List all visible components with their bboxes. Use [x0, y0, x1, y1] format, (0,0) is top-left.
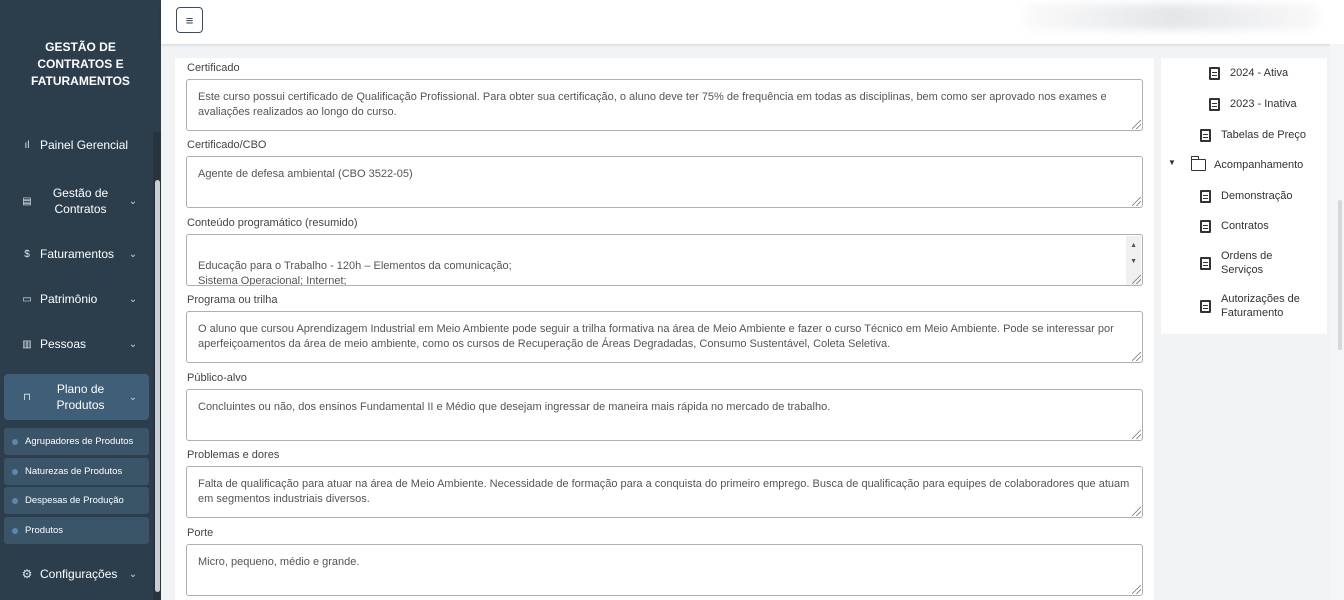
dollar-icon: $ [24, 248, 30, 260]
bullet-icon [12, 469, 18, 475]
scroll-down-icon[interactable]: ▼ [1130, 258, 1137, 265]
field-value: O aluno que cursou Aprendizagem Industrial em Meio Ambiente pode seguir a trilha formativa na área de Meio Ambiente e fazer o curso Técnico em Meio Ambiente. Pode se interessar por aperfeiçoamentos da área de meio ambiente, como os cursos de Recuperação de Áreas Degradadas, Consumo Sustentável, Coleta Seletiva. [198, 323, 1114, 350]
field-label-certificado-cbo: Certificado/CBO [187, 139, 267, 151]
sidebar-subitem-despesas[interactable] [4, 487, 149, 514]
sidebar-item-label: Gestão de Contratos [52, 186, 109, 216]
publico-alvo-textarea[interactable] [186, 389, 1143, 441]
tree-node-acompanhamento[interactable] [1191, 158, 1303, 172]
folder-icon [1191, 159, 1206, 171]
bullet-icon [12, 528, 18, 534]
tree-node-label: Tabelas de Preço [1221, 129, 1306, 141]
sidebar-subitem-label: Agrupadores de Produtos [25, 436, 134, 447]
chevron-down-icon: ⌄ [128, 293, 138, 305]
porte-textarea[interactable] [186, 544, 1143, 596]
conteudo-programatico-textarea[interactable] [186, 234, 1143, 286]
bar-chart-icon: ıl [24, 139, 30, 151]
field-value: Educação para o Trabalho - 120h – Elementos da comunicação; Sistema Operacional; Internet; [198, 260, 512, 286]
field-label-problemas: Problemas e dores [187, 449, 280, 461]
document-icon [1200, 300, 1211, 313]
sidebar-item-configuracoes[interactable] [4, 566, 149, 582]
sidebar-item-label: Painel Gerencial [40, 138, 129, 152]
product-form [175, 58, 1154, 600]
sidebar-item-label: Configurações [40, 567, 118, 581]
field-value: Falta de qualificação para atuar na área de Meio Ambiente. Necessidade de formação para a conquista do primeiro emprego. Busca de qualificação para equipes de colaboradores que atuam em segmentos industriais diversos. [198, 478, 1130, 505]
chevron-down-icon: ⌄ [128, 195, 138, 207]
scroll-up-icon[interactable]: ▲ [1130, 242, 1137, 249]
sidebar-item-painel-gerencial[interactable] [4, 137, 149, 153]
tree-node-autorizacoes-de-faturamento[interactable] [1200, 292, 1320, 320]
resize-handle-icon[interactable] [1132, 430, 1141, 439]
tree-node-label: Demonstração [1221, 190, 1293, 202]
resize-handle-icon[interactable] [1132, 585, 1141, 594]
sidebar-scrollbar-thumb[interactable] [155, 180, 160, 592]
chevron-down-icon: ⌄ [128, 338, 138, 350]
tree-node-contratos[interactable] [1200, 219, 1269, 233]
sidebar-subitem-naturezas[interactable] [4, 458, 149, 485]
document-icon [1209, 98, 1220, 111]
document-icon: ▤ [22, 195, 32, 207]
document-icon [1200, 257, 1211, 270]
tree-node-label: Acompanhamento [1214, 159, 1304, 171]
sidebar-subitem-label: Naturezas de Produtos [25, 466, 123, 477]
bullet-icon [12, 498, 18, 504]
caret-down-icon[interactable]: ▼ [1168, 158, 1176, 167]
tree-node-demonstracao[interactable] [1200, 189, 1293, 203]
sidebar [0, 0, 161, 600]
user-info-redacted [1021, 4, 1321, 30]
field-label-publico: Público-alvo [187, 372, 247, 384]
tree-node-label: Contratos [1221, 220, 1269, 232]
sidebar-item-plano-de-produtos[interactable] [4, 374, 149, 420]
sidebar-subitem-label: Despesas de Produção [25, 495, 124, 506]
sidebar-item-label: Plano de Produtos [56, 382, 105, 412]
page-scrollbar-thumb[interactable] [1338, 200, 1342, 350]
brand-title: GESTÃO DE CONTRATOS E FATURAMENTOS [31, 40, 130, 88]
sidebar-item-label: Faturamentos [40, 247, 115, 261]
gear-icon: ⚙ [21, 567, 33, 581]
sidebar-subitem-agrupadores[interactable] [4, 428, 149, 455]
sidebar-subitem-label: Produtos [25, 525, 64, 536]
bullet-icon [12, 439, 18, 445]
resize-handle-icon[interactable] [1132, 197, 1141, 206]
problemas-dores-textarea[interactable] [186, 466, 1143, 518]
document-icon [1200, 129, 1211, 142]
field-label-porte: Porte [187, 527, 214, 539]
tree-node-label: Autorizações de Faturamento [1221, 293, 1300, 319]
document-icon [1200, 220, 1211, 233]
sidebar-item-patrimonio[interactable] [4, 291, 149, 307]
field-value: Concluintes ou não, dos ensinos Fundamental II e Médio que desejam ingressar de maneira mais rápida no mercado de trabalho. [198, 401, 831, 413]
tree-node-2024-ativa[interactable] [1209, 66, 1288, 80]
field-label-certificado: Certificado [187, 62, 240, 74]
document-icon [1200, 190, 1211, 203]
monitor-icon: ▭ [22, 293, 32, 305]
chevron-down-icon: ⌄ [128, 248, 138, 260]
resize-handle-icon[interactable] [1132, 507, 1141, 516]
field-value: Este curso possui certificado de Qualificação Profissional. Para obter sua certificação, o aluno deve ter 75% de frequência em todas as disciplinas, bem como ser aprovado nos exames e avaliações realizados ao longo do curso. [198, 91, 1107, 118]
programa-trilha-textarea[interactable] [186, 311, 1143, 363]
field-value: Agente de defesa ambiental (CBO 3522-05) [198, 168, 413, 180]
sidebar-item-label: Patrimônio [40, 292, 98, 306]
sidebar-item-label: Pessoas [40, 337, 87, 351]
field-label-programa: Programa ou trilha [187, 294, 278, 306]
resize-handle-icon[interactable] [1132, 275, 1141, 284]
tree-node-label: Ordens de Serviços [1221, 250, 1273, 276]
sidebar-item-faturamentos[interactable] [4, 246, 149, 262]
resize-handle-icon[interactable] [1132, 352, 1141, 361]
tree-node-ordens-de-servicos[interactable] [1200, 249, 1310, 277]
tree-node-tabelas-de-preco[interactable] [1200, 128, 1306, 142]
topbar [161, 0, 1344, 44]
sidebar-item-gestao-de-contratos[interactable] [4, 185, 149, 217]
resize-handle-icon[interactable] [1132, 120, 1141, 129]
field-value: Micro, pequeno, médio e grande. [198, 556, 360, 568]
chevron-down-icon: ⌄ [128, 568, 138, 580]
sidebar-item-pessoas[interactable] [4, 336, 149, 352]
menu-toggle-button[interactable] [176, 7, 203, 33]
certificado-cbo-textarea[interactable] [186, 156, 1143, 208]
hamburger-icon: ≡ [185, 12, 194, 28]
tree-node-label: 2024 - Ativa [1230, 67, 1289, 79]
tree-node-2023-inativa[interactable] [1209, 97, 1297, 111]
tree-node-label: 2023 - Inativa [1230, 98, 1297, 110]
bag-icon: ⊓ [23, 391, 31, 403]
document-icon [1209, 67, 1220, 80]
sidebar-subitem-produtos[interactable] [4, 517, 149, 544]
field-label-conteudo: Conteúdo programático (resumido) [187, 217, 358, 229]
building-icon: ▥ [22, 338, 32, 350]
certificado-textarea[interactable] [186, 79, 1143, 131]
chevron-down-icon: ⌄ [128, 391, 138, 403]
